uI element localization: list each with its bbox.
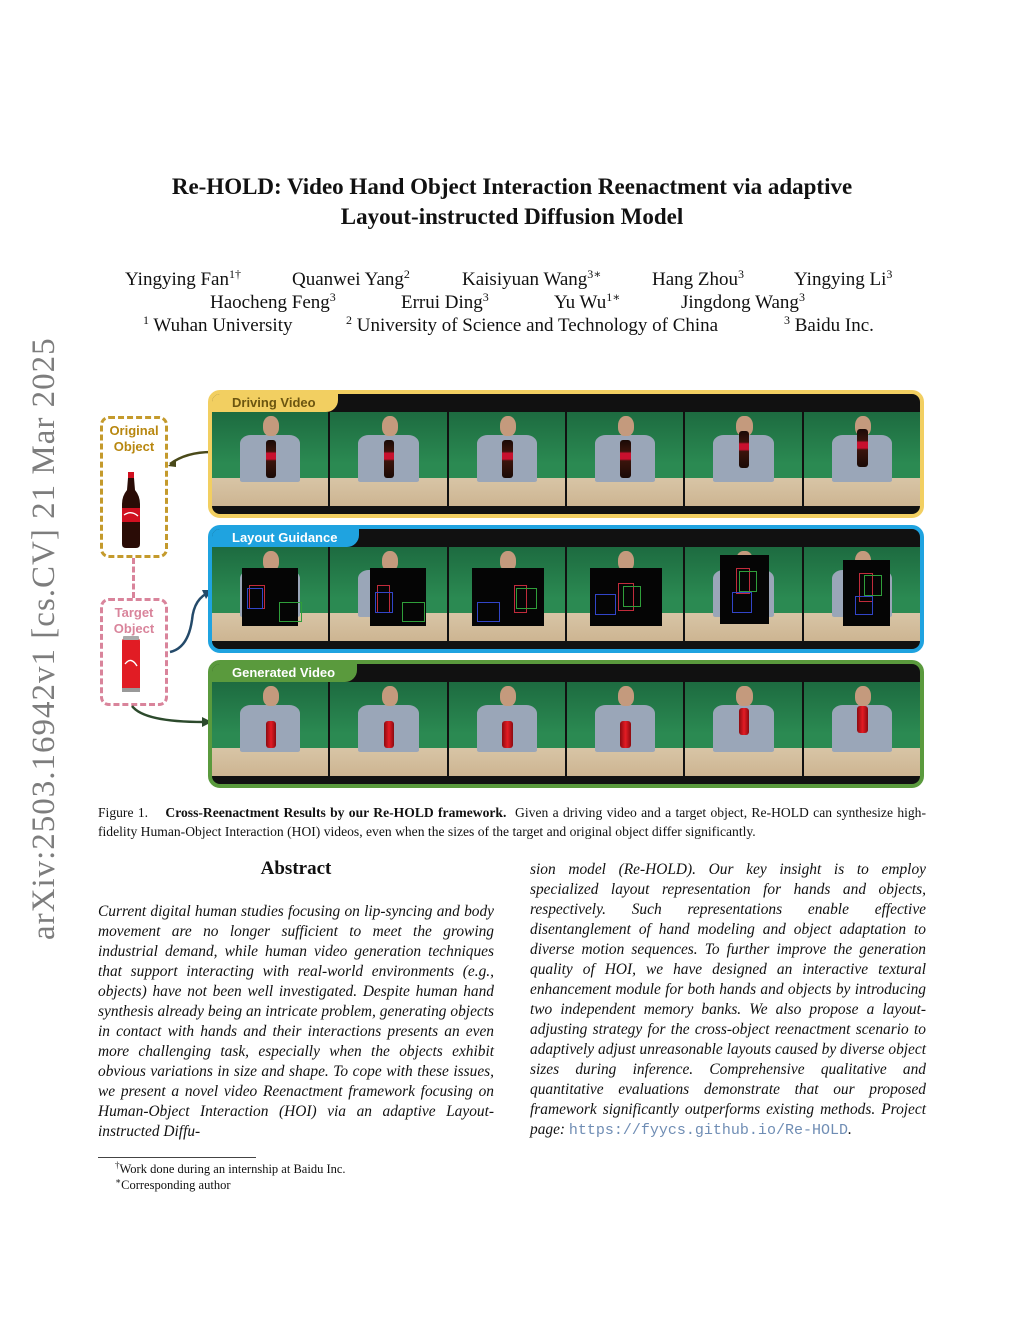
author-row-1 — [100, 268, 924, 291]
video-frame — [685, 547, 801, 641]
video-frame — [212, 412, 328, 506]
panel-label: Layout Guidance — [212, 529, 359, 547]
author: Hang Zhou$^3$ — [652, 267, 745, 290]
target-object-label: Target — [114, 605, 154, 620]
affiliation: $^2$ University of Science and Technology of China — [346, 313, 719, 336]
video-frame — [449, 682, 565, 776]
target-object-label: Object — [113, 621, 155, 636]
abstract-end: . — [847, 1121, 852, 1138]
generated-video-panel — [208, 660, 924, 788]
author: Haocheng Feng$^3$ — [210, 290, 336, 313]
abstract-right-column — [530, 860, 926, 1141]
video-frame — [449, 547, 565, 641]
video-frame — [567, 547, 683, 641]
arxiv-stamp: arXiv:2503.16942v1 [cs.CV] 21 Mar 2025 — [26, 337, 62, 940]
video-frame — [685, 412, 801, 506]
abstract-left-column: Current digital human studies focusing on lip-syncing and body movement are no longer sufficient to meet the growing industrial demand, while human video generation techniques that support interacting with real-world environments (e.g., objects) have not been well investigated. Despite human hand synthesis already being an intricate problem, generating objects in contact with hands and their interactions presents an even more challenging task, especially when the objects exhibit obvious variations in size and shape. To cope with these issues, we present a novel video Reenactment framework focusing on Human-Object Interaction (HOI) via an adaptive Layout-instructed Diffu- — [98, 903, 494, 1140]
figure-1 — [96, 388, 928, 792]
abstract-text: sion model (Re-HOLD). Our key insight is to employ specialized layout representation for hands and objects, respectively. Such representations enable effective disentanglement of hand modeling and object adaptation to diverse motion sequences. To further improve the generation quality of HOI, we have designed an interactive textural enhancement module for both hands and objects by introducing two independent memory banks. We also propose a layout-adjusting strategy for the cross-object reenactment scenario to adaptively adjust unreasonable layouts caused by diverse object sizes during inference. Comprehensive qualitative and quantitative evaluations demonstrate that our proposed framework significantly outperforms existing methods. Project page: — [530, 861, 926, 1138]
caption-prefix: Figure 1. — [98, 805, 149, 820]
footnote-1: †Work done during an internship at Baidu Inc. — [115, 1160, 346, 1176]
title-line-2: Layout-instructed Diffusion Model — [340, 204, 684, 229]
project-page-link[interactable]: https://fyycs.github.io/Re-HOLD — [568, 1122, 848, 1139]
video-frame — [449, 412, 565, 506]
author: Yingying Li$^3$ — [794, 267, 893, 290]
coke-can-icon — [121, 636, 141, 694]
video-frame — [567, 682, 683, 776]
footnote-2: ∗Corresponding author — [115, 1176, 231, 1192]
original-object-label: Original — [109, 423, 159, 438]
author: Kaisiyuan Wang$^{3∗}$ — [462, 267, 602, 290]
figure-caption — [98, 803, 926, 841]
video-frame — [804, 547, 920, 641]
video-frame — [212, 547, 328, 641]
video-frame — [804, 412, 920, 506]
original-object-label: Object — [113, 439, 155, 454]
video-frame — [330, 412, 446, 506]
author: Jingdong Wang$^3$ — [681, 290, 805, 313]
arrow-icon — [130, 704, 214, 730]
video-frame — [685, 682, 801, 776]
author: Yingying Fan$^{1\dagger}$ — [125, 267, 241, 290]
affiliation: $^1$ Wuhan University — [143, 313, 293, 336]
title-line-1: Re-HOLD: Video Hand Object Interaction Reenactment via adaptive — [171, 174, 853, 199]
footnote-rule — [98, 1157, 256, 1158]
author-row-2 — [100, 291, 924, 314]
driving-video-panel — [208, 390, 924, 518]
panel-label: Generated Video — [212, 664, 357, 682]
author: Yu $Wu^{1∗}$ — [554, 290, 621, 313]
affiliation: $^3$ Baidu Inc. — [784, 313, 874, 336]
paper-title — [100, 172, 924, 232]
video-frame — [330, 682, 446, 776]
caption-bold: Cross-Reenactment Results by our Re-HOLD framework. — [165, 805, 507, 820]
author: Quanwei Yang$^2$ — [292, 267, 410, 290]
author-block — [100, 268, 924, 337]
video-frame — [330, 547, 446, 641]
video-frame — [567, 412, 683, 506]
layout-guidance-panel — [208, 525, 924, 653]
object-link-line — [132, 558, 135, 598]
affiliation-row — [100, 314, 924, 337]
abstract-heading: Abstract — [260, 858, 332, 879]
author: Errui Ding$^3$ — [401, 290, 489, 313]
coke-bottle-icon — [120, 472, 142, 548]
panel-label: Driving Video — [212, 394, 338, 412]
caption-text: Given a driving video and a target object, Re-HOLD can synthesize high-fidelity Human-Object Interaction (HOI) videos, even when the sizes of the target and original object differ significantly. — [98, 805, 927, 839]
arrow-icon — [166, 438, 214, 478]
video-frame — [212, 682, 328, 776]
video-frame — [804, 682, 920, 776]
